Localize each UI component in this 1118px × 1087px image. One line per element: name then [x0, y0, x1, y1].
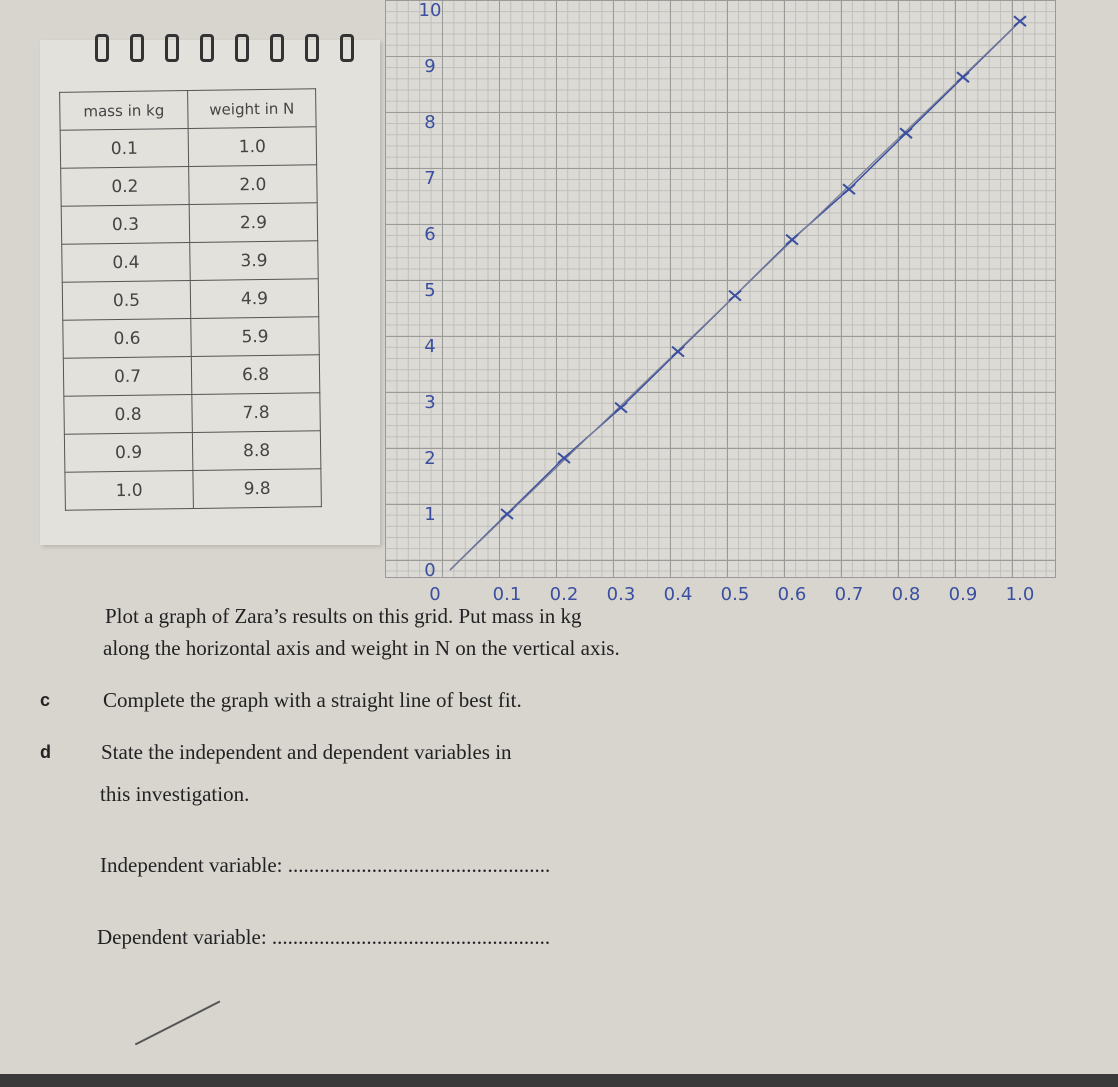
weight-cell: 4.9 [190, 279, 319, 319]
data-point-marker [558, 453, 570, 463]
question-d-text-2: this investigation. [100, 782, 250, 806]
mass-cell: 0.9 [64, 432, 193, 472]
y-tick-label: 6 [424, 224, 436, 245]
mass-cell: 0.4 [62, 243, 191, 283]
instruction-line-2: along the horizontal axis and weight in N on the vertical axis. [103, 636, 620, 660]
data-point-marker [615, 403, 627, 413]
weight-cell: 2.9 [189, 203, 318, 243]
x-tick-label: 1.0 [1005, 584, 1035, 605]
y-tick-label: 9 [424, 56, 436, 77]
weight-cell: 2.0 [189, 165, 318, 205]
independent-variable-field[interactable]: Independent variable: .................................................. [100, 853, 551, 877]
data-point-marker [957, 72, 969, 82]
data-point-marker [1014, 16, 1026, 26]
mass-cell: 0.3 [61, 205, 190, 245]
mass-cell: 0.8 [64, 394, 193, 434]
weight-cell: 5.9 [191, 317, 320, 357]
instruction-line-1: Plot a graph of Zara’s results on this grid. Put mass in kg [105, 604, 582, 628]
mass-cell: 0.7 [63, 356, 192, 396]
dependent-variable-field[interactable]: Dependent variable: ..................................................... [97, 925, 551, 949]
weight-cell: 3.9 [190, 241, 319, 281]
x-tick-label: 0.6 [777, 584, 807, 605]
x-tick-label: 0.9 [948, 584, 978, 605]
data-point-marker [501, 509, 513, 519]
mass-cell: 0.6 [63, 318, 192, 358]
page-edge [0, 1074, 1118, 1087]
y-tick-label: 3 [424, 392, 436, 413]
data-point-marker [672, 347, 684, 357]
mass-cell: 0.5 [62, 281, 191, 321]
y-tick-label: 1 [424, 504, 436, 525]
x-tick-label: 0.2 [549, 584, 579, 605]
x-tick-label: 0 [429, 584, 441, 605]
y-tick-label: 8 [424, 112, 436, 133]
y-tick-label: 2 [424, 448, 436, 469]
data-point-marker [786, 235, 798, 245]
weight-cell: 8.8 [192, 431, 321, 471]
y-tick-label: 7 [424, 168, 436, 189]
weight-cell: 7.8 [192, 393, 321, 433]
header-weight: weight in N [188, 89, 317, 129]
x-tick-label: 0.4 [663, 584, 693, 605]
mass-cell: 0.2 [61, 167, 190, 207]
question-d-label: d [40, 742, 51, 762]
question-c-text: Complete the graph with a straight line of best fit. [103, 688, 522, 712]
x-tick-label: 0.8 [891, 584, 921, 605]
y-tick-label: 4 [424, 336, 436, 357]
weight-cell: 9.8 [193, 469, 322, 509]
data-point-marker [729, 291, 741, 301]
header-mass: mass in kg [60, 91, 189, 131]
data-point-marker [900, 128, 912, 138]
x-tick-label: 0.1 [492, 584, 522, 605]
y-tick-label: 10 [418, 0, 442, 21]
x-tick-label: 0.3 [606, 584, 636, 605]
question-c-label: c [40, 690, 51, 710]
weight-cell: 6.8 [191, 355, 320, 395]
mass-cell: 0.1 [60, 129, 189, 169]
question-d-text-1: State the independent and dependent variables in [101, 740, 512, 764]
y-tick-label: 0 [424, 560, 436, 581]
weight-cell: 1.0 [188, 127, 317, 167]
x-tick-label: 0.7 [834, 584, 864, 605]
x-tick-label: 0.5 [720, 584, 750, 605]
y-tick-label: 5 [424, 280, 436, 301]
mass-cell: 1.0 [65, 470, 194, 510]
